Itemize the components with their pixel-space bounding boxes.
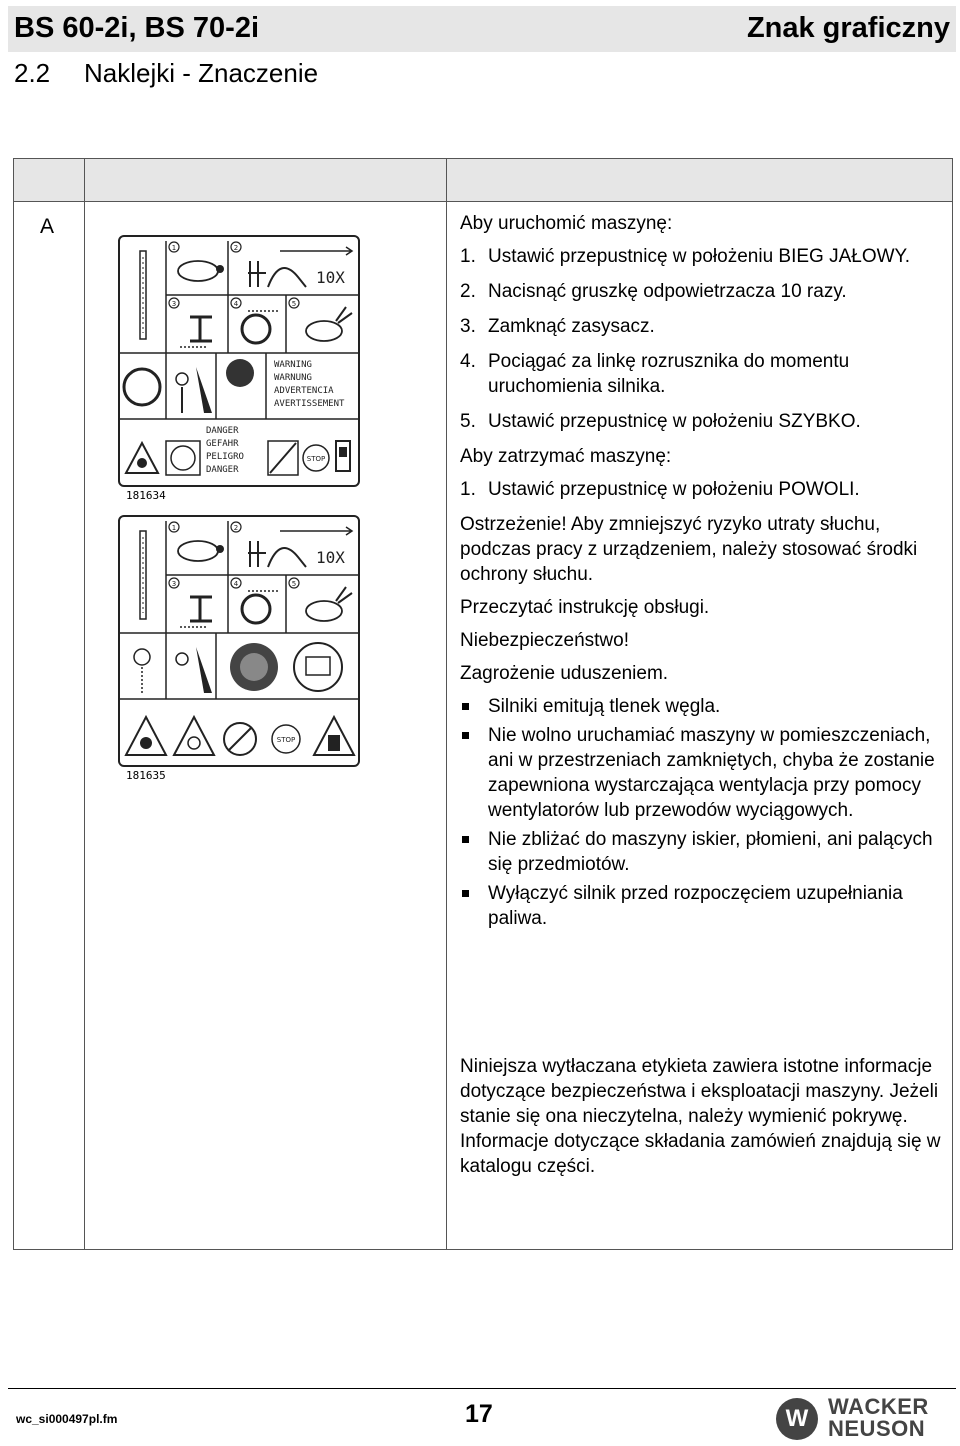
- chapter-title: Znak graficzny: [746, 12, 950, 44]
- stop-heading: Aby zatrzymać maszynę:: [460, 446, 672, 467]
- bullet-icon: [462, 836, 469, 843]
- logo-line-1: WACKER: [828, 1394, 929, 1419]
- list-item: Nie zbliżać do maszyny iskier, płomieni, ani palących się przedmiotów.: [460, 827, 945, 877]
- decal-explanation: [460, 211, 945, 939]
- list-item: 1. Ustawić przepustnicę w położeniu BIEG JAŁOWY.: [460, 246, 911, 267]
- svg-text:5: 5: [291, 300, 297, 308]
- svg-text:4: 4: [233, 580, 239, 588]
- hearing-warning: Ostrzeżenie! Aby zmniejszyć ryzyko utraty słuchu, podczas pracy z urządzeniem, należy stosować środki ochrony słuchu.: [460, 514, 918, 585]
- svg-text:DANGER: DANGER: [206, 465, 239, 475]
- column-divider: [84, 159, 85, 1249]
- svg-text:PELIGRO: PELIGRO: [206, 452, 244, 462]
- decal-code-1: 181634: [126, 489, 166, 502]
- decal-image-2: [118, 515, 360, 767]
- svg-text:1: 1: [171, 524, 177, 532]
- footer-divider: [8, 1388, 956, 1389]
- column-divider: [446, 159, 447, 1249]
- svg-text:AVERTISSEMENT: AVERTISSEMENT: [274, 399, 345, 409]
- list-item: 1. Ustawić przepustnicę w położeniu POWOLI.: [460, 479, 860, 500]
- list-item: 4. Pociągać za linkę rozrusznika do momentu uruchomienia silnika.: [460, 351, 850, 397]
- svg-text:WARNING: WARNING: [274, 360, 312, 370]
- svg-text:10X: 10X: [316, 548, 345, 567]
- list-item: Nie wolno uruchamiać maszyny w pomieszczeniach, ani w przestrzeniach zamkniętych, chyba że zostanie zapewniona wystarczająca wentylacja przy pomocy wentylatorów lub przewodów wyciągowych.: [460, 723, 945, 823]
- svg-text:ADVERTENCIA: ADVERTENCIA: [274, 386, 334, 396]
- decal-image-1: [118, 235, 360, 487]
- bullet-icon: [462, 890, 469, 897]
- page-number: 17: [465, 1400, 493, 1428]
- start-heading: Aby uruchomić maszynę:: [460, 213, 673, 234]
- read-manual-text: Przeczytać instrukcję obsługi.: [460, 597, 710, 618]
- suffocation-text: Zagrożenie uduszeniem.: [460, 663, 669, 684]
- svg-text:GEFAHR: GEFAHR: [206, 439, 239, 449]
- danger-text: Niebezpieczeństwo!: [460, 630, 629, 651]
- wacker-neuson-logo: [776, 1394, 956, 1444]
- svg-text:10X: 10X: [316, 268, 345, 287]
- list-item: Silniki emitują tlenek węgla.: [460, 694, 945, 719]
- row-letter: A: [40, 215, 55, 238]
- stop-steps: [460, 477, 945, 502]
- decal-1-pictograms: [120, 237, 358, 485]
- footer-filename: wc_si000497pl.fm: [16, 1412, 118, 1426]
- svg-text:4: 4: [233, 300, 239, 308]
- danger-bullets: [460, 694, 945, 931]
- section-title: Naklejki - Znaczenie: [84, 58, 319, 88]
- decal-code-2: 181635: [126, 769, 166, 782]
- svg-text:2: 2: [233, 524, 239, 532]
- logo-mark-icon: W: [776, 1398, 818, 1440]
- list-item: 3. Zamknąć zasysacz.: [460, 316, 655, 337]
- bullet-icon: [462, 732, 469, 739]
- svg-text:STOP: STOP: [306, 455, 326, 463]
- svg-text:DANGER: DANGER: [206, 426, 239, 436]
- decal-note: Niniejsza wytłaczana etykieta zawiera istotne informacje dotyczące bezpieczeństwa i eksploatacji maszyny. Jeżeli stanie się ona nieczytelna, należy wymienić pokrywę. Informacje dotyczące składania zamówień znajdują się w katalogu części.: [460, 1056, 941, 1177]
- section-number: 2.2: [14, 58, 51, 88]
- svg-text:3: 3: [171, 580, 177, 588]
- document-title: BS 60-2i, BS 70-2i: [14, 12, 259, 44]
- list-item: 5. Ustawić przepustnicę w położeniu SZYBKO.: [460, 411, 861, 432]
- svg-text:5: 5: [291, 580, 297, 588]
- bullet-icon: [462, 703, 469, 710]
- list-item: Wyłączyć silnik przed rozpoczęciem uzupełniania paliwa.: [460, 881, 945, 931]
- logo-text: [828, 1396, 929, 1440]
- svg-text:3: 3: [171, 300, 177, 308]
- logo-line-2: NEUSON: [828, 1416, 926, 1441]
- svg-text:WARNUNG: WARNUNG: [274, 373, 312, 383]
- decal-2-pictograms: [120, 517, 358, 765]
- svg-text:2: 2: [233, 244, 239, 252]
- section-heading: [14, 58, 318, 89]
- table-header-row: [14, 159, 952, 202]
- decal-table: [13, 158, 953, 1250]
- svg-text:STOP: STOP: [276, 736, 296, 744]
- svg-text:1: 1: [171, 244, 177, 252]
- list-item: 2. Nacisnąć gruszkę odpowietrzacza 10 razy.: [460, 281, 847, 302]
- start-steps: [460, 244, 945, 434]
